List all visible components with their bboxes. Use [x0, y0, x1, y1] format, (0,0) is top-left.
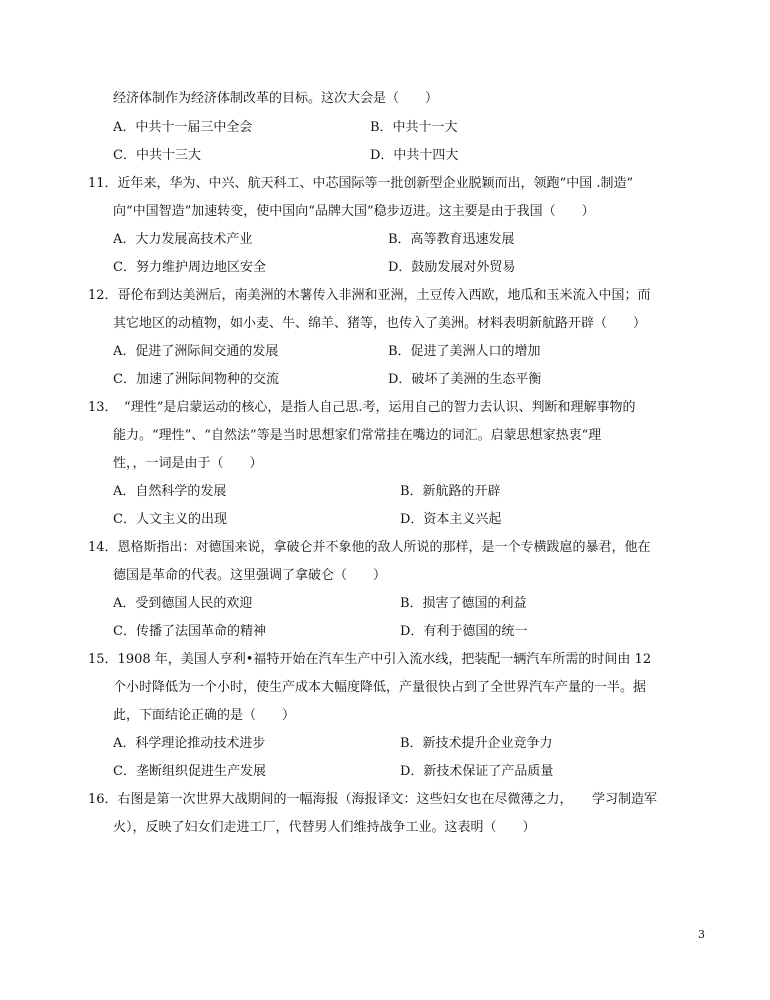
q12-stem-line2: 其它地区的动植物，如小麦、牛、绵羊、猪等，也传入了美洲。材料表明新航路开辟（ ） — [113, 316, 647, 331]
q15-option-d: D．新技术保证了产品质量 — [400, 764, 554, 779]
q13-option-a: A．自然科学的发展 — [113, 484, 227, 499]
q12-option-b: B．促进了美洲人口的增加 — [388, 344, 541, 359]
q15-option-c: C．垄断组织促进生产发展 — [113, 764, 266, 779]
q15-stem-line3: 此，下面结论正确的是（ ） — [113, 708, 296, 723]
q14-stem-line1: 14．恩格斯指出：对德国来说，拿破仑并不象他的敌人所说的那样，是一个专横跋扈的暴君，他在 — [88, 540, 651, 555]
q14-option-b: B．损害了德国的利益 — [400, 596, 527, 611]
q10-option-b: B．中共十一大 — [370, 120, 458, 135]
q10-option-c: C．中共十三大 — [113, 148, 201, 163]
q14-option-d: D．有利于德国的统一 — [400, 624, 528, 639]
q13-option-c: C．人文主义的出现 — [113, 512, 227, 527]
q13-option-d: D．资本主义兴起 — [400, 512, 502, 527]
q13-stem-line1: 13． “理性”是启蒙运动的核心，是指人自己思.考，运用自己的智力去认识、判断和理解事物的 — [88, 400, 636, 415]
q13-stem-line3: 性，，一词是由于（ ） — [113, 456, 263, 471]
q11-option-b: B．高等教育迅速发展 — [388, 232, 515, 247]
q11-option-d: D．鼓励发展对外贸易 — [388, 260, 516, 275]
q15-option-b: B．新技术提升企业竞争力 — [400, 736, 553, 751]
q15-option-a: A．科学理论推动技术进步 — [113, 736, 266, 751]
q13-stem-line2: 能力。“理性”、“自然法”等是当时思想家们常常挂在嘴边的词汇。启蒙思想家热衷“理 — [113, 428, 602, 443]
page-number: 3 — [698, 928, 705, 941]
q15-stem-line1: 15．1908 年，美国人亨利•福特开始在汽车生产中引入流水线，把装配一辆汽车所需的时间由 12 — [88, 652, 652, 667]
q12-option-d: D．破坏了美洲的生态平衡 — [388, 372, 542, 387]
q16-stem-line1: 16．右图是第一次世界大战期间的一幅海报（海报译文：这些妇女也在尽微薄之力， 学习制造军 — [88, 792, 658, 807]
q14-option-a: A．受到德国人民的欢迎 — [113, 596, 253, 611]
q12-option-a: A．促进了洲际间交通的发展 — [113, 344, 279, 359]
q15-stem-line2: 个小时降低为一个小时，使生产成本大幅度降低，产量很快占到了全世界汽车产量的一半。据 — [113, 680, 647, 695]
q13-option-b: B．新航路的开辟 — [400, 484, 501, 499]
q11-option-a: A．大力发展高技术产业 — [113, 232, 253, 247]
q11-stem-line1: 11．近年来，华为、中兴、航天科工、中芯国际等一批创新型企业脱颖而出，领跑“中国 .制造” — [88, 176, 634, 191]
q14-option-c: C．传播了法国革命的精神 — [113, 624, 266, 639]
q12-option-c: C．加速了洲际间物种的交流 — [113, 372, 279, 387]
q10-option-a: A．中共十一届三中全会 — [113, 120, 253, 135]
q11-stem-line2: 向“中国智造”加速转变，使中国向“品牌大国”稳步迈进。这主要是由于我国（ ） — [113, 204, 595, 219]
q16-stem-line2: 火），反映了妇女们走进工厂，代替男人们维持战争工业。这表明（ ） — [113, 820, 536, 835]
q10-option-d: D．中共十四大 — [370, 148, 459, 163]
q12-stem-line1: 12．哥伦布到达美洲后，南美洲的木薯传入非洲和亚洲，土豆传入西欧，地瓜和玉米流入中国；而 — [88, 288, 651, 303]
q11-option-c: C．努力维护周边地区安全 — [113, 260, 266, 275]
q14-stem-line2: 德国是革命的代表。这里强调了拿破仑（ ） — [113, 568, 387, 583]
q10-stem-continued: 经济体制作为经济体制改革的目标。这次大会是（ ） — [113, 91, 439, 106]
